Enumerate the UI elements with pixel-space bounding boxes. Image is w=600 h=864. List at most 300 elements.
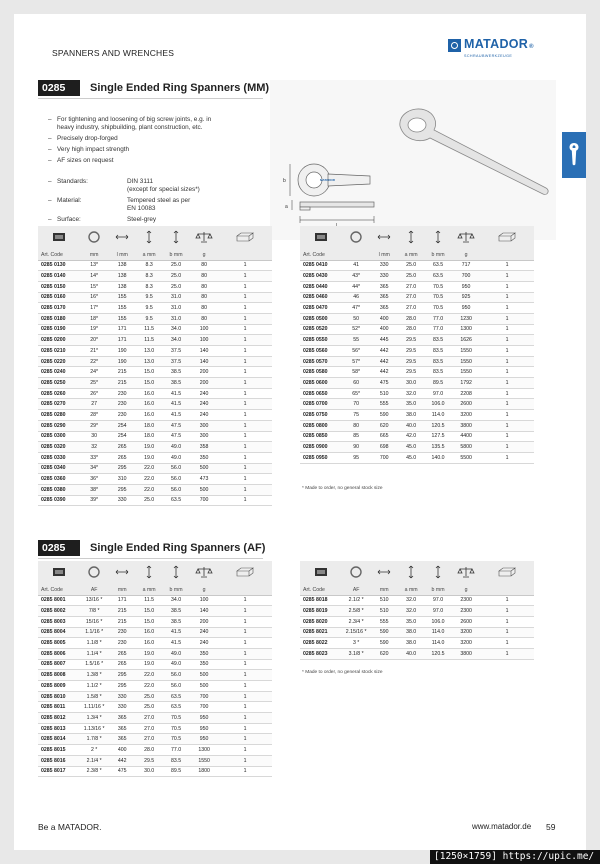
table-cell: 80 [190,292,218,303]
table-cell: 4400 [452,431,480,442]
table-cell: 1 [218,474,272,485]
table-cell: 32.0 [398,606,424,617]
table-cell: 445 [370,335,398,346]
table-row [38,495,272,506]
column-header: g [190,250,218,260]
table-cell: 0285 8005 [38,638,80,649]
table-cell: 17* [80,303,108,314]
table-cell: 29.5 [398,335,424,346]
icon-cell [370,226,398,250]
table-cell: 1 [480,367,534,378]
height-a-icon [407,230,415,244]
table-cell: 555 [370,399,398,410]
table-cell: 475 [370,378,398,389]
table-cell: 442 [370,346,398,357]
table-cell: 358 [190,442,218,453]
illustration-brand: MATADOR [320,178,335,182]
table-cell: 0285 0270 [38,399,80,410]
icon-cell [218,561,272,585]
table-cell: 0285 0550 [300,335,342,346]
table-cell: 2.1/4 * [80,755,108,766]
icon-cell [136,561,162,585]
table-cell: 442 [370,356,398,367]
table-row [300,648,534,659]
table-cell: 330 [370,271,398,282]
table-cell: 0285 0360 [38,474,80,485]
table-cell: 1 [218,367,272,378]
table-cell: 3200 [452,627,480,638]
table-cell: 1300 [452,324,480,335]
icon-cell [398,561,424,585]
table-cell: 0285 8016 [38,755,80,766]
table-cell: 215 [108,367,136,378]
table-row [300,627,534,638]
table-cell: 35.0 [398,399,424,410]
table-cell: 16.0 [136,388,162,399]
table-cell: 0285 0560 [300,346,342,357]
table-cell: 34.0 [162,595,190,606]
table-row [38,324,272,335]
icon-cell [342,561,370,585]
table-cell: 30.0 [398,378,424,389]
table-cell: 25.0 [136,691,162,702]
height-b-icon [434,565,442,579]
table-cell: 0285 8001 [38,595,80,606]
table-cell: 56.0 [162,681,190,692]
table-cell: 60 [342,378,370,389]
column-header: a mm [398,250,424,260]
table-cell: 0285 0190 [38,324,80,335]
table-cell: 265 [108,452,136,463]
table-cell: 0285 8018 [300,595,342,606]
table-cell: 18.0 [136,420,162,431]
table-cell: 27.0 [398,303,424,314]
table-cell: 0285 8023 [300,648,342,659]
icon-cell [162,561,190,585]
icon-cell [452,561,480,585]
table-cell: 47* [342,303,370,314]
table-cell: 46 [342,292,370,303]
table-cell: 49.0 [162,452,190,463]
table-cell: 135.5 [424,442,452,453]
table-row [300,388,534,399]
table-cell: 31.0 [162,303,190,314]
table-cell: 1 [480,399,534,410]
column-header: l mm [370,250,398,260]
table-cell: 16.0 [136,627,162,638]
table-cell: 83.5 [424,335,452,346]
weight-scale-icon [457,231,475,243]
table-row [38,702,272,713]
table-cell: 37.5 [162,346,190,357]
table-cell: 0285 8014 [38,734,80,745]
icon-cell [452,226,480,250]
table-cell: 1.5/16 * [80,659,108,670]
table-row [300,638,534,649]
table-cell: 83.5 [162,755,190,766]
table-cell: 22.0 [136,670,162,681]
table-cell: 80 [190,281,218,292]
table-cell: 365 [108,713,136,724]
table-cell: 330 [108,495,136,506]
table-cell: 0285 0380 [38,484,80,495]
spanner-head-icon [314,567,328,577]
icon-cell [108,561,136,585]
table-cell: 1 [480,346,534,357]
table-cell: 365 [370,281,398,292]
table-cell: 140 [190,346,218,357]
table-cell: 29* [80,420,108,431]
table-cell: 22.0 [136,484,162,495]
table-cell: 1550 [452,367,480,378]
table-cell: 1 [218,281,272,292]
table-cell: 1 [218,271,272,282]
table-row [38,648,272,659]
icon-cell [480,561,534,585]
table-row [38,378,272,389]
table-cell: 38.5 [162,616,190,627]
table-cell: 2208 [452,388,480,399]
matador-logo [448,38,534,58]
table-cell: 41 [342,260,370,271]
logo-registered: ® [529,44,534,50]
table-cell: 70.5 [162,723,190,734]
table-cell: 0285 0140 [38,271,80,282]
table-cell: 698 [370,442,398,453]
table-cell: 1 [218,606,272,617]
table-cell: 138 [108,271,136,282]
table-cell: 41.5 [162,399,190,410]
ring-size-icon [350,566,362,578]
table-cell: 0285 0650 [300,388,342,399]
table-cell: 925 [452,292,480,303]
table-cell: 295 [108,484,136,495]
size-table-mm-right [300,226,534,464]
icon-cell [190,561,218,585]
table-cell: 77.0 [424,313,452,324]
table-row [38,420,272,431]
column-header: Art. Code [300,585,342,595]
table-cell: 1 [218,616,272,627]
table-row [38,616,272,627]
table-row [38,745,272,756]
table-cell: 0285 0130 [38,260,80,271]
table-cell: 25.0 [398,260,424,271]
table-cell: 1.1/4 * [80,648,108,659]
category-tab[interactable] [562,132,586,178]
table-cell: 77.0 [162,745,190,756]
table-cell: 70.5 [162,713,190,724]
table-cell: 1 [480,431,534,442]
spanner-head-icon [314,232,328,242]
table-cell: 0285 0300 [38,431,80,442]
icon-header-row [300,561,534,585]
table-cell: 0285 0750 [300,410,342,421]
table-cell: 1 [218,627,272,638]
table-cell: 1.1/2 * [80,681,108,692]
column-header: a mm [136,585,162,595]
table-row [300,442,534,453]
table-cell: 171 [108,324,136,335]
title-divider [38,98,263,99]
table-cell: 0285 0600 [300,378,342,389]
icon-cell [108,226,136,250]
table-cell: 0285 8011 [38,702,80,713]
table-cell: 254 [108,431,136,442]
table-cell: 1 [218,346,272,357]
table-cell: 1.7/8 * [80,734,108,745]
table-cell: 20* [80,335,108,346]
table-row [38,431,272,442]
table-cell: 1 [218,356,272,367]
table-cell: 1.11/16 * [80,702,108,713]
table-cell: 44* [342,281,370,292]
table-cell: 0285 8013 [38,723,80,734]
table-row [300,324,534,335]
column-header-row [300,585,534,595]
table-cell: 138 [108,281,136,292]
table-cell: 140 [190,606,218,617]
table-cell: 950 [452,281,480,292]
table-row [300,292,534,303]
spanner-drawing-icon [270,80,556,240]
table-cell: 0285 0950 [300,452,342,463]
icon-cell [38,561,80,585]
table-cell: 1 [218,723,272,734]
table-cell: 1.1/16 * [80,627,108,638]
table-cell: 0285 0170 [38,303,80,314]
section-mm-title [38,80,269,96]
table-row [300,281,534,292]
table-row [38,303,272,314]
table-cell: 1792 [452,378,480,389]
catalog-page [14,14,586,850]
table-row [38,734,272,745]
table-row [300,420,534,431]
table-cell: 27.0 [136,734,162,745]
table-cell: 1 [218,420,272,431]
table-cell: 0285 0150 [38,281,80,292]
table-cell: 56.0 [162,484,190,495]
table-cell: 16.0 [136,638,162,649]
section-title: Single Ended Ring Spanners (AF) [90,542,266,554]
table-cell: 1 [218,670,272,681]
table-cell: 0285 0240 [38,367,80,378]
table-cell: 13.0 [136,356,162,367]
feature-item: – For tightening and loosening of big screw joints, e.g. in heavy industry, shipbuilding, plant construction, etc. [48,116,212,131]
table-cell: 25.0 [162,260,190,271]
table-cell: 365 [108,723,136,734]
table-cell: 45.0 [398,452,424,463]
table-row [300,346,534,357]
table-cell: 1 [480,606,534,617]
table-cell: 70.5 [162,734,190,745]
table-cell: 47.5 [162,420,190,431]
table-cell: 1 [218,378,272,389]
table-cell: 70.5 [424,281,452,292]
table-cell: 56.0 [162,670,190,681]
table-cell: 240 [190,388,218,399]
icon-cell [480,226,534,250]
table-cell: 1550 [190,755,218,766]
table-cell: 0285 8008 [38,670,80,681]
table-cell: 230 [108,410,136,421]
table-cell: 0285 0580 [300,367,342,378]
height-b-icon [172,230,180,244]
table-cell: 665 [370,431,398,442]
table-cell: 38.5 [162,378,190,389]
table-cell: 13/16 * [80,595,108,606]
wrench-icon [568,142,580,168]
table-cell: 56* [342,346,370,357]
table-cell: 83.5 [424,356,452,367]
feature-item: – AF sizes on request [48,157,114,164]
table-cell: 1 [218,410,272,421]
table-cell: 90 [342,442,370,453]
spec-row: – Standards: DIN 3111 (except for special sizes*) [48,178,200,193]
table-cell: 190 [108,346,136,357]
table-cell: 0285 8010 [38,691,80,702]
spanner-head-icon [52,232,66,242]
table-cell: 330 [108,691,136,702]
table-cell: 41.5 [162,627,190,638]
spec-list [48,178,237,227]
table-cell: 2300 [452,606,480,617]
table-cell: 442 [370,367,398,378]
table-cell: 2600 [452,616,480,627]
table-cell: 350 [190,648,218,659]
icon-cell [162,226,190,250]
table-cell: 0285 0440 [300,281,342,292]
table-cell: 330 [370,260,398,271]
table-row [38,313,272,324]
table-cell: 15.0 [136,606,162,617]
ring-size-icon [350,231,362,243]
table-cell: 365 [370,292,398,303]
column-header: b mm [162,250,190,260]
table-row [38,271,272,282]
table-cell: 2600 [452,399,480,410]
table-cell: 14* [80,271,108,282]
height-a-icon [145,565,153,579]
table-cell: 77.0 [424,324,452,335]
table-cell: 0285 8020 [300,616,342,627]
table-cell: 620 [370,420,398,431]
table-cell: 56.0 [162,474,190,485]
table-cell: 1 [218,766,272,777]
table-cell: 114.0 [424,627,452,638]
table-cell: 0285 0220 [38,356,80,367]
table-cell: 510 [370,595,398,606]
table-cell: 200 [190,616,218,627]
table-cell: 18* [80,313,108,324]
table-cell: 240 [190,399,218,410]
table-cell: 295 [108,670,136,681]
table-cell: 590 [370,627,398,638]
table-cell: 295 [108,681,136,692]
table-row [38,713,272,724]
table-cell: 310 [108,474,136,485]
table-cell: 42.0 [398,431,424,442]
table-cell: 100 [190,324,218,335]
table-cell: 1.5/8 * [80,691,108,702]
table-cell: 0285 8003 [38,616,80,627]
logo-subtitle: SCHRAUBWERKZEUGE [464,54,513,58]
column-header: g [452,585,480,595]
table-cell: 24* [80,367,108,378]
table-cell: 3 * [342,638,370,649]
table-cell: 1 [218,335,272,346]
table-cell: 28.0 [136,745,162,756]
table-cell: 240 [190,627,218,638]
table-cell: 47.5 [162,431,190,442]
table-cell: 330 [108,702,136,713]
table-row [38,463,272,474]
table-cell: 500 [190,484,218,495]
table-cell: 50 [342,313,370,324]
icon-cell [190,226,218,250]
image-watermark: [1250×1759] https://upic.me/ [430,850,600,864]
footer-url[interactable]: www.matador.de [472,822,532,831]
table-cell: 31.0 [162,292,190,303]
section-header: SPANNERS AND WRENCHES [52,48,175,58]
table-row [300,367,534,378]
icon-cell [80,561,108,585]
table-cell: 58* [342,367,370,378]
icon-cell [370,561,398,585]
table-cell: 0285 8009 [38,681,80,692]
table-row [300,356,534,367]
table-cell: 2.1/2 * [342,595,370,606]
table-cell: 37.5 [162,356,190,367]
table-cell: 35.0 [398,616,424,627]
table-cell: 22.0 [136,463,162,474]
table-row [38,638,272,649]
table-cell: 8.3 [136,260,162,271]
table-cell: 1 [218,745,272,756]
table-cell: 171 [108,335,136,346]
table-cell: 500 [190,681,218,692]
table-cell: 5800 [452,442,480,453]
table-row [38,335,272,346]
table-cell: 0285 0200 [38,335,80,346]
table-cell: 1 [480,281,534,292]
table-cell: 0285 8022 [300,638,342,649]
table-cell: 16.0 [136,399,162,410]
table-cell: 140 [190,356,218,367]
table-cell: 8.3 [136,271,162,282]
column-header-row [300,250,534,260]
section-af-title [38,540,265,556]
table-cell: 63.5 [424,260,452,271]
table-cell: 38* [80,484,108,495]
table-cell: 1550 [452,356,480,367]
table-row [38,659,272,670]
table-cell: 0285 0430 [300,271,342,282]
table-cell: 22.0 [136,474,162,485]
table-cell: 38.5 [162,606,190,617]
table-row [300,271,534,282]
table-cell: 120.5 [424,648,452,659]
table-cell: 0285 0210 [38,346,80,357]
table-cell: 1 [218,691,272,702]
table-cell: 19.0 [136,659,162,670]
table-cell: 11.5 [136,324,162,335]
table-cell: 29.5 [398,346,424,357]
table-cell: 70 [342,399,370,410]
table-row [38,723,272,734]
length-icon [377,233,391,241]
